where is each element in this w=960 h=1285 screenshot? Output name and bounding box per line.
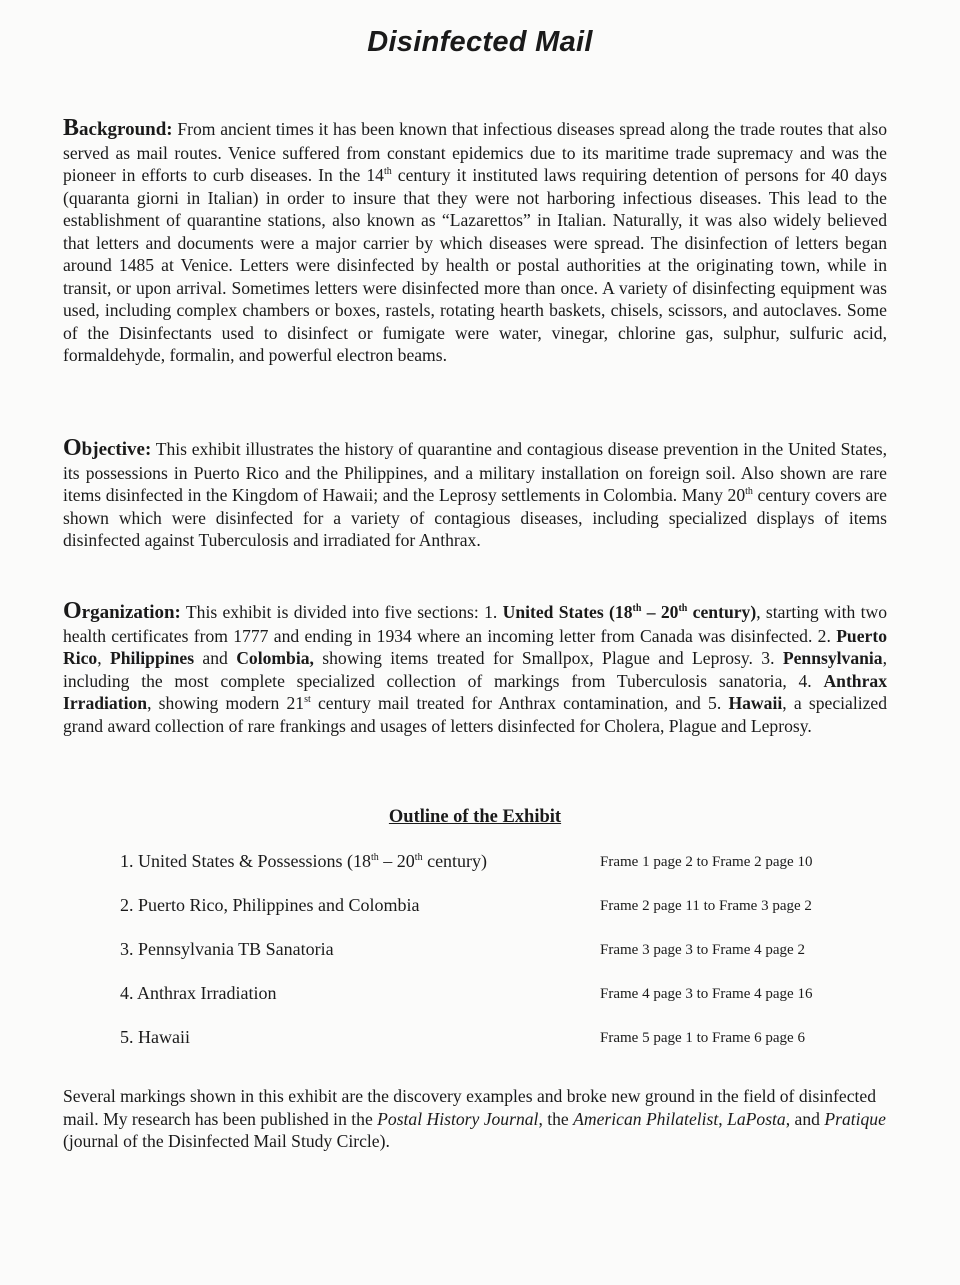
background-text: From ancient times it has been known that infectious diseases spread along the trade routes that also served as mail routes. Venice suffered from constant epidemics due to its maritime trade supremacy and was the pioneer in efforts to curb diseases. In the 14 bbox=[63, 119, 887, 185]
outline-item: 5. Hawaii bbox=[120, 1027, 190, 1047]
closing-paragraph: Several markings shown in this exhibit are the discovery examples and broke new ground in the field of disinfected mail. My research has been published in the Postal History Journal, the American Philatelist, LaPosta, and Pratique (journal of the Disinfected Mail Study Circle). bbox=[63, 1086, 886, 1151]
outline-title: Outline of the Exhibit bbox=[388, 807, 562, 827]
objective-section: Objective: This exhibit illustrates the history of quarantine and contagious disease prevention in the United States, its possessions in Puerto Rico and the Philippines, and a military installation on foreign soil. Also shown are rare items disinfected in the Kingdom of Hawaii; and the Leprosy settlements in Colombia. Many 20th century covers are shown which were disinfected for a variety of contagious diseases, including specialized displays of items disinfected against Tuberculosis and irradiated for Anthrax. bbox=[63, 435, 887, 550]
outline-row bbox=[120, 1027, 840, 1071]
outline-range: Frame 3 page 3 to Frame 4 page 2 bbox=[600, 942, 805, 958]
outline-range: Frame 5 page 1 to Frame 6 page 6 bbox=[600, 1030, 805, 1046]
objective-text: This exhibit illustrates the history of quarantine and contagious disease prevention in the United States, its possessions in Puerto Rico and the Philippines, and a military installation on foreign soil. Also shown are rare items disinfected in the Kingdom of Hawaii; and the Leprosy settlements in Colombia. Many 20 bbox=[63, 439, 887, 505]
outline-row bbox=[120, 851, 840, 895]
organization-heading: Organization: bbox=[63, 598, 181, 624]
outline-row bbox=[120, 895, 840, 939]
outline-row bbox=[120, 983, 840, 1027]
background-section: Background: From ancient times it has been known that infectious diseases spread along the trade routes that also served as mail routes. Venice suffered from constant epidemics due to its maritime trade supremacy and was the pioneer in efforts to curb diseases. In the 14th century it instituted laws requiring detention of persons for 40 days (quaranta giorni in Italian) in order to insure that they were not harboring infectious diseases. This lead to the establishment of quarantine stations, also known as “Lazarettos” in Italian. Naturally, it was also widely believed that letters and documents were a major carrier by which diseases were spread. The disinfection of letters began around 1485 at Venice. Letters were disinfected by health or postal authorities at the originating town, while in transit, or upon arrival. Sometimes letters were disinfected more than once. A variety of disinfecting equipment was used, including complex chambers or boxes, rastels, rotating hearth baskets, chisels, scissors, and autoclaves. Some of the Disinfectants used to disinfect or fumigate were water, vinegar, chlorine gas, sulphur, sulfuric acid, formaldehyde, formalin, and powerful electron beams. bbox=[63, 115, 887, 365]
outline-range: Frame 2 page 11 to Frame 3 page 2 bbox=[600, 898, 812, 914]
outline-row bbox=[120, 939, 840, 983]
outline-item: 2. Puerto Rico, Philippines and Colombia bbox=[120, 895, 420, 915]
outline-range: Frame 1 page 2 to Frame 2 page 10 bbox=[600, 854, 813, 870]
background-heading: Background: bbox=[63, 115, 173, 141]
outline-item: 3. Pennsylvania TB Sanatoria bbox=[120, 939, 334, 959]
outline-item: 4. Anthrax Irradiation bbox=[120, 983, 277, 1003]
objective-heading: Objective: bbox=[63, 435, 152, 461]
page-title: Disinfected Mail bbox=[367, 26, 593, 58]
outline-range: Frame 4 page 3 to Frame 4 page 16 bbox=[600, 986, 813, 1002]
organization-section: Organization: This exhibit is divided into five sections: 1. United States (18th – 20th century), starting with two health certificates from 1777 and ending in 1934 where an incoming letter from Canada was disinfected. 2. Puerto Rico, Philippines and Colombia, showing items treated for Smallpox, Plague and Leprosy. 3. Pennsylvania, including the most complete specialized collection of markings from Tuberculosis sanatoria, 4. Anthrax Irradiation, showing modern 21st century mail treated for Anthrax contamination, and 5. Hawaii, a specialized grand award collection of rare frankings and usages of letters disinfected for Cholera, Plague and Leprosy. bbox=[63, 598, 888, 736]
outline-list bbox=[120, 851, 840, 1071]
outline-item: 1. United States & Possessions (18th – 20th century) bbox=[120, 851, 488, 871]
